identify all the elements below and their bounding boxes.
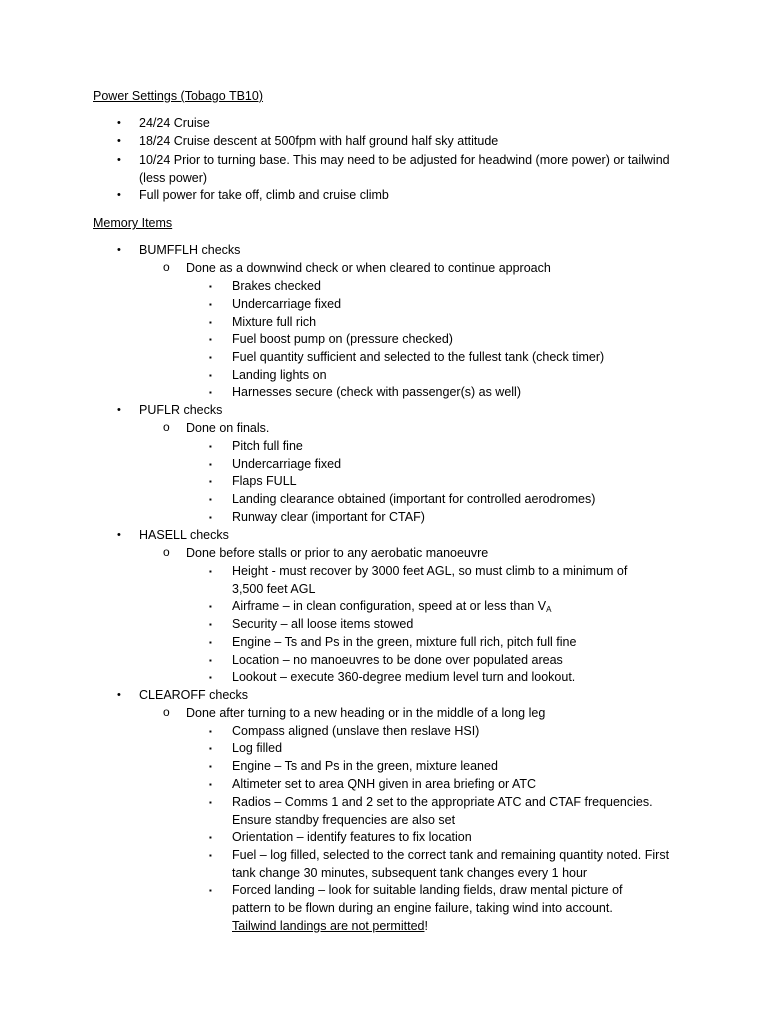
square-bullet-icon: ▪: [209, 460, 212, 469]
list-item: • Full power for take off, climb and cruise climb: [117, 187, 727, 205]
square-bullet-icon: ▪: [209, 495, 212, 504]
clearoff-checks: • CLEAROFF checks: [117, 687, 727, 705]
bullet-icon: •: [117, 689, 121, 701]
list-item: ▪ Landing lights on: [209, 367, 679, 385]
list-item: ▪ Fuel – log filled, selected to the correct tank and remaining quantity noted. First tank change 30 minutes, subsequent tank changes every 1 hour: [209, 848, 670, 880]
square-bullet-icon: ▪: [209, 371, 212, 380]
bullet-icon: •: [117, 154, 121, 166]
hasell-checks: • HASELL checks: [117, 527, 727, 545]
list-item: ▪ Orientation – identify features to fix location: [209, 829, 679, 847]
square-bullet-icon: ▪: [209, 762, 212, 771]
list-item: ▪ Radios – Comms 1 and 2 set to the appropriate ATC and CTAF frequencies. Ensure standby frequencies are also set: [209, 795, 653, 827]
circle-bullet-icon: o: [163, 705, 170, 719]
bullet-icon: •: [117, 135, 121, 147]
square-bullet-icon: ▪: [209, 656, 212, 665]
list-item: ▪ Undercarriage fixed: [209, 296, 679, 314]
list-item: ▪ Security – all loose items stowed: [209, 616, 679, 634]
list-item: ▪ Brakes checked: [209, 278, 679, 296]
list-item: ▪ Compass aligned (unslave then reslave HSI): [209, 723, 679, 741]
list-item: ▪ Landing clearance obtained (important for controlled aerodromes): [209, 491, 679, 509]
square-bullet-icon: ▪: [209, 602, 212, 611]
square-bullet-icon: ▪: [209, 353, 212, 362]
list-item: o Done as a downwind check or when cleared to continue approach: [163, 260, 551, 275]
circle-bullet-icon: o: [163, 420, 170, 434]
square-bullet-icon: ▪: [209, 833, 212, 842]
tailwind-note: Tailwind landings are not permitted: [232, 918, 425, 933]
list-item: ▪ Flaps FULL: [209, 473, 679, 491]
list-item: ▪ Altimeter set to area QNH given in area briefing or ATC: [209, 776, 679, 794]
puflr-checks: • PUFLR checks: [117, 402, 727, 420]
list-item: o Done on finals.: [163, 420, 270, 435]
bullet-icon: •: [117, 117, 121, 129]
power-settings-heading: Power Settings (Tobago TB10): [93, 89, 264, 103]
square-bullet-icon: ▪: [209, 798, 212, 807]
square-bullet-icon: ▪: [209, 335, 212, 344]
list-item: • 10/24 Prior to turning base. This may need to be adjusted for headwind (more power) or tailwind (less power): [117, 153, 670, 185]
square-bullet-icon: ▪: [209, 638, 212, 647]
list-item: ▪ Height - must recover by 3000 feet AGL, so must climb to a minimum of 3,500 feet AGL: [209, 564, 628, 596]
bullet-icon: •: [117, 529, 121, 541]
bullet-icon: •: [117, 189, 121, 201]
square-bullet-icon: ▪: [209, 620, 212, 629]
square-bullet-icon: ▪: [209, 780, 212, 789]
square-bullet-icon: ▪: [209, 851, 212, 860]
circle-bullet-icon: o: [163, 260, 170, 274]
square-bullet-icon: ▪: [209, 318, 212, 327]
list-item: ▪ Pitch full fine: [209, 438, 679, 456]
list-item: ▪ Undercarriage fixed: [209, 456, 679, 474]
list-item: • 24/24 Cruise: [117, 115, 727, 133]
memory-items-heading: Memory Items: [93, 216, 173, 230]
list-item: ▪ Mixture full rich: [209, 314, 679, 332]
square-bullet-icon: ▪: [209, 477, 212, 486]
list-item: ▪ Harnesses secure (check with passenger(s) as well): [209, 384, 679, 402]
square-bullet-icon: ▪: [209, 673, 212, 682]
list-item: o Done after turning to a new heading or in the middle of a long leg: [163, 705, 546, 720]
list-item: ▪ Fuel boost pump on (pressure checked): [209, 331, 679, 349]
list-item: ▪ Airframe – in clean configuration, speed at or less than $V_A$: [209, 599, 552, 614]
list-item: ▪ Engine – Ts and Ps in the green, mixture leaned: [209, 758, 679, 776]
bumfflh-checks: • BUMFFLH checks: [117, 242, 727, 260]
list-item: • 18/24 Cruise descent at 500fpm with half ground half sky attitude: [117, 133, 727, 151]
list-item: ▪ Forced landing – look for suitable landing fields, draw mental picture of pattern to be flown during an engine failure, taking wind into account. Tailwind landings are not permitted!: [209, 883, 623, 933]
list-item: ▪ Runway clear (important for CTAF): [209, 509, 679, 527]
list-item: ▪ Log filled: [209, 740, 679, 758]
airframe-subscript: A: [546, 605, 552, 614]
circle-bullet-icon: o: [163, 545, 170, 559]
square-bullet-icon: ▪: [209, 300, 212, 309]
list-item: ▪ Location – no manoeuvres to be done over populated areas: [209, 652, 679, 670]
square-bullet-icon: ▪: [209, 567, 212, 576]
square-bullet-icon: ▪: [209, 388, 212, 397]
square-bullet-icon: ▪: [209, 442, 212, 451]
square-bullet-icon: ▪: [209, 282, 212, 291]
square-bullet-icon: ▪: [209, 727, 212, 736]
list-item: ▪ Fuel quantity sufficient and selected to the fullest tank (check timer): [209, 349, 679, 367]
square-bullet-icon: ▪: [209, 886, 212, 895]
list-item: ▪ Lookout – execute 360-degree medium level turn and lookout.: [209, 669, 679, 687]
bullet-icon: •: [117, 244, 121, 256]
bullet-icon: •: [117, 404, 121, 416]
list-item: o Done before stalls or prior to any aerobatic manoeuvre: [163, 545, 489, 560]
square-bullet-icon: ▪: [209, 744, 212, 753]
list-item: ▪ Engine – Ts and Ps in the green, mixture full rich, pitch full fine: [209, 634, 679, 652]
square-bullet-icon: ▪: [209, 513, 212, 522]
